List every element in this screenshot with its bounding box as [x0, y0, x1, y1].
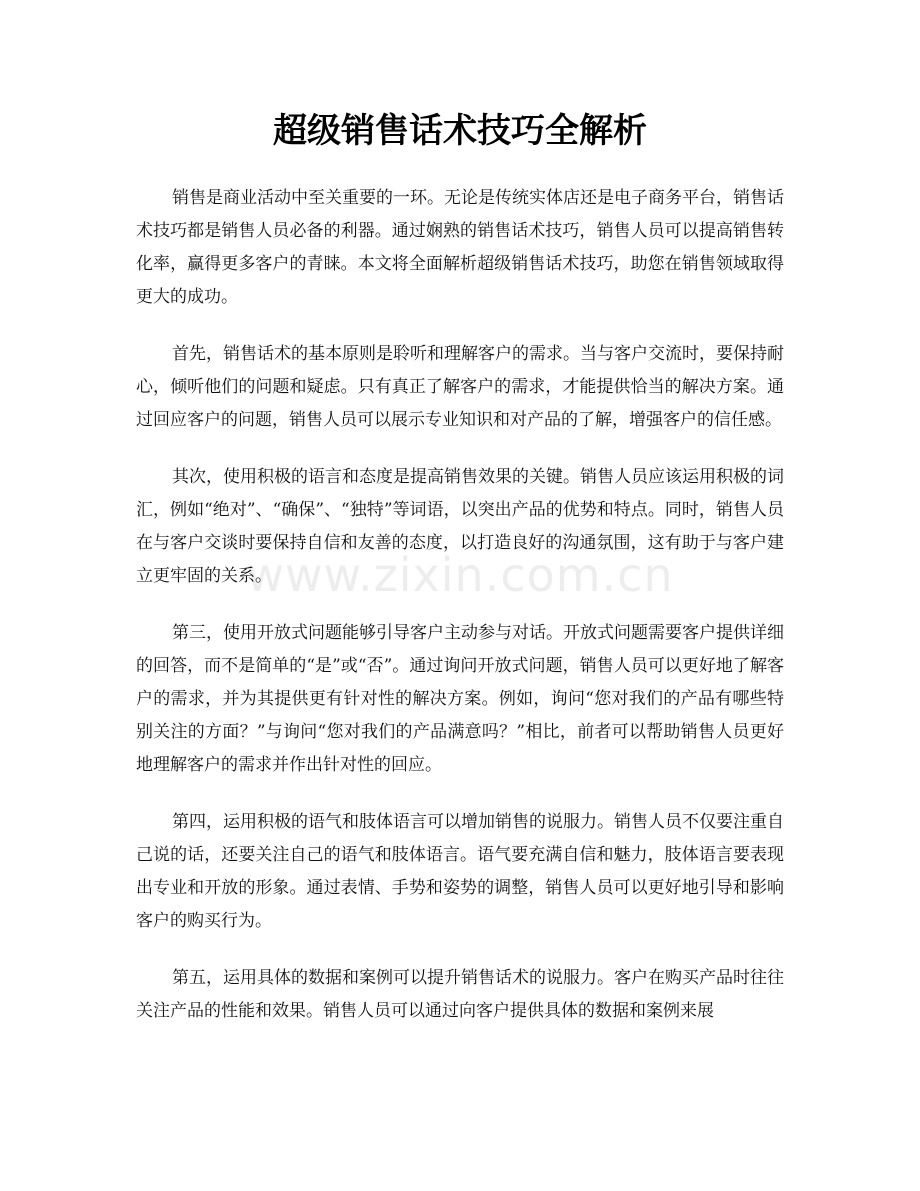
paragraph-fourth: 第四，运用积极的语气和肢体语言可以增加销售的说服力。销售人员不仅要注重自己说的话，还要关注自己的语气和肢体语言。语气要充满自信和魅力，肢体语言要表现出专业和开放的形象。通过表情、手势和姿势的调整，销售人员可以更好地引导和影响客户的购买行为。	[136, 812, 784, 931]
document-body	[136, 182, 784, 1052]
document-title: 超级销售话术技巧全解析	[273, 111, 647, 151]
paragraph-intro: 销售是商业活动中至关重要的一环。无论是传统实体店还是电子商务平台，销售话术技巧都是销售人员必备的利器。通过娴熟的销售话术技巧，销售人员可以提高销售转化率，赢得更多客户的青睐。本文将全面解析超级销售话术技巧，助您在销售领域取得更大的成功。	[136, 188, 784, 307]
paragraph-first: 首先，销售话术的基本原则是聆听和理解客户的需求。当与客户交流时，要保持耐心，倾听他们的问题和疑虑。只有真正了解客户的需求，才能提供恰当的解决方案。通过回应客户的问题，销售人员可以展示专业知识和对产品的了解，增强客户的信任感。	[136, 344, 784, 430]
paragraph-second: 其次，使用积极的语言和态度是提高销售效果的关键。销售人员应该运用积极的词汇，例如“绝对”、“确保”、“独特”等词语，以突出产品的优势和特点。同时，销售人员在与客户交谈时要保持自信和友善的态度，以打造良好的沟通氛围，这有助于与客户建立更牢固的关系。	[136, 467, 784, 586]
paragraph-fifth: 第五，运用具体的数据和案例可以提升销售话术的说服力。客户在购买产品时往往关注产品的性能和效果。销售人员可以通过向客户提供具体的数据和案例来展	[136, 968, 784, 1021]
paragraph-third: 第三，使用开放式问题能够引导客户主动参与对话。开放式问题需要客户提供详细的回答，而不是简单的“是”或“否”。通过询问开放式问题，销售人员可以更好地了解客户的需求，并为其提供更有针对性的解决方案。例如，询问“您对我们的产品有哪些特别关注的方面？”与询问“您对我们的产品满意吗？”相比，前者可以帮助销售人员更好地理解客户的需求并作出针对性的回应。	[136, 623, 784, 775]
watermark: www.zixin.com.cn	[246, 548, 674, 602]
